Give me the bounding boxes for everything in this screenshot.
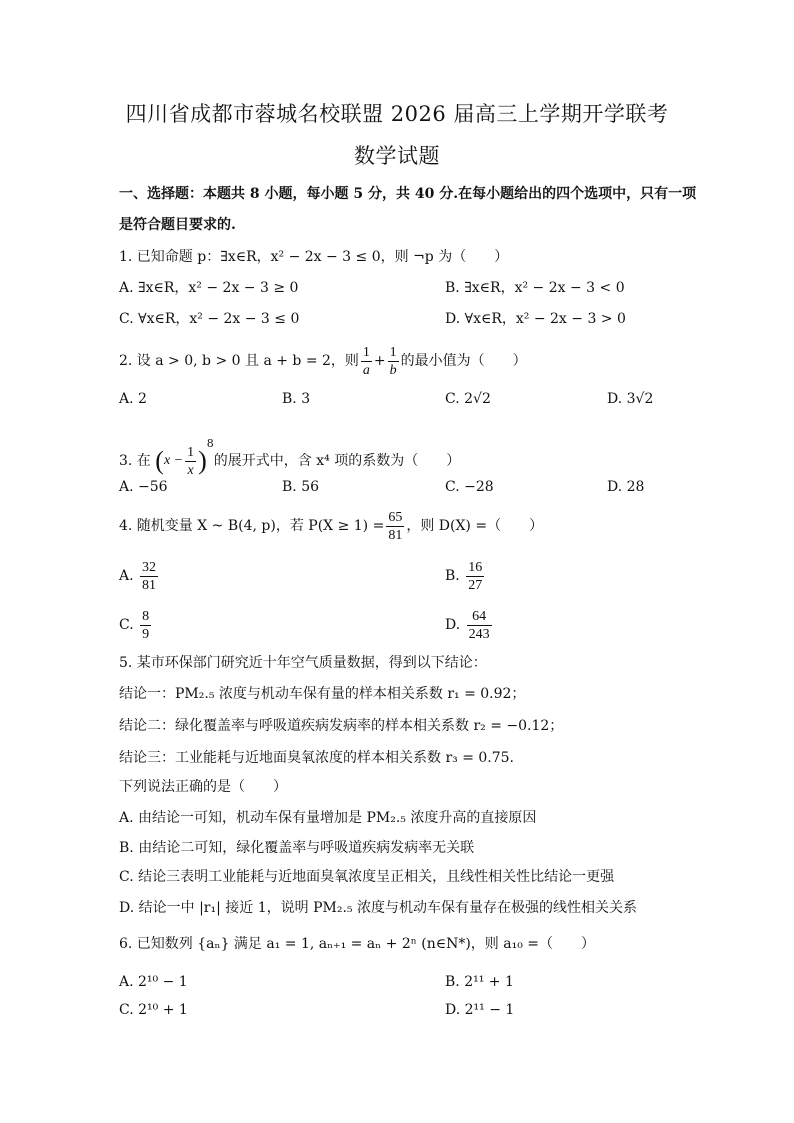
q4-frac-denominator: 81 (388, 527, 403, 543)
q4-stem-pre: 4. 随机变量 X ~ B(4, p)，若 P(X ≥ 1) = (119, 518, 385, 534)
q3-frac-denominator: x (187, 462, 194, 478)
q6-option-b: B. 2¹¹ + 1 (445, 974, 514, 990)
q3-stem-pre: 3. 在 (119, 453, 151, 469)
q2-stem-post: 的最小值为（ ） (400, 353, 527, 369)
section-instruction-line1: 一、选择题：本题共 8 小题，每小题 5 分，共 40 分.在每小题给出的四个选项中，只有一项 (119, 186, 697, 202)
q1-stem: 1. 已知命题 p：∃x∈R，x² − 2x − 3 ≤ 0，则 ¬p 为（ ） (119, 249, 509, 265)
q5-conclusion-2: 结论二：绿化覆盖率与呼吸道疾病发病率的样本相关系数 r₂ = −0.12； (119, 718, 564, 734)
q4-option-b-denominator: 27 (468, 577, 483, 593)
q4-option-a-label: A. (119, 568, 134, 584)
q4-option-a-numerator: 32 (142, 559, 157, 575)
q2-fraction-2 (388, 344, 399, 379)
q3-frac-numerator: 1 (187, 444, 195, 460)
q5-conclusion-3: 结论三：工业能耗与近地面臭氧浓度的样本相关系数 r₃ = 0.75. (119, 750, 515, 766)
q4-option-c-numerator: 8 (142, 608, 150, 624)
q3-expr-x: x − (163, 453, 184, 468)
q4-option-b (445, 556, 486, 596)
q4-option-d-denominator: 243 (468, 626, 490, 642)
q4-option-a-denominator: 81 (142, 577, 157, 593)
q5-option-d: D. 结论一中 |r₁| 接近 1，说明 PM₂.₅ 浓度与机动车保有量存在极强的线性相关关系 (119, 900, 637, 916)
q3-stem-post: 的展开式中，含 x⁴ 项的系数为（ ） (213, 453, 461, 469)
q2-stem (119, 343, 527, 379)
q4-fraction (386, 509, 404, 544)
q6-stem: 6. 已知数列 {aₙ} 满足 a₁ = 1, aₙ₊₁ = aₙ + 2ⁿ (n∈N*)，则 a₁₀ =（ ） (119, 936, 596, 952)
q3-option-a: A. −56 (119, 479, 168, 495)
q4-stem (119, 506, 543, 546)
q3-option-c: C. −28 (445, 479, 494, 495)
q3-option-b: B. 56 (282, 479, 320, 495)
q4-option-a (119, 556, 160, 596)
q4-option-b-fraction (466, 559, 484, 594)
q2-frac1-denominator: a (362, 362, 370, 378)
q5-question: 下列说法正确的是（ ） (119, 779, 287, 795)
q5-conclusion-1: 结论一：PM₂.₅ 浓度与机动车保有量的样本相关系数 r₁ = 0.92； (119, 686, 526, 702)
q5-stem: 5. 某市环保部门研究近十年空气质量数据，得到以下结论： (119, 655, 487, 671)
q3-paren-close: ) (198, 446, 207, 475)
q2-fraction-1 (361, 344, 372, 379)
section-instruction-line2: 是符合题目要求的. (119, 217, 236, 233)
q2-frac1-numerator: 1 (362, 344, 370, 360)
exam-title: 四川省成都市蓉城名校联盟 2026 届高三上学期开学联考 (125, 102, 669, 126)
q4-option-c-fraction (140, 608, 151, 643)
q6-option-c: C. 2¹⁰ + 1 (119, 1002, 188, 1018)
q1-option-d: D. ∀x∈R，x² − 2x − 3 > 0 (445, 311, 626, 327)
q4-option-a-fraction (140, 559, 158, 594)
q4-option-d-label: D. (445, 617, 461, 633)
q3-paren-open: ( (155, 446, 164, 475)
q3-option-d: D. 28 (607, 479, 645, 495)
q2-plus: + (373, 353, 386, 369)
q3-fraction (185, 444, 196, 479)
q4-stem-post: ，则 D(X) =（ ） (406, 518, 544, 534)
q2-frac2-numerator: 1 (389, 344, 397, 360)
q2-frac2-denominator: b (389, 362, 397, 378)
q4-option-b-label: B. (445, 568, 460, 584)
q1-option-c: C. ∀x∈R，x² − 2x − 3 ≤ 0 (119, 311, 300, 327)
q2-option-d: D. 3√2 (607, 391, 654, 407)
q2-option-c: C. 2√2 (445, 391, 491, 407)
q6-option-a: A. 2¹⁰ − 1 (119, 974, 188, 990)
q2-option-a: A. 2 (119, 391, 147, 407)
q6-option-d: D. 2¹¹ − 1 (445, 1002, 515, 1018)
q3-stem (119, 424, 460, 481)
q4-option-b-numerator: 16 (468, 559, 483, 575)
q4-frac-numerator: 65 (388, 509, 403, 525)
q5-option-c: C. 结论三表明工业能耗与近地面臭氧浓度呈正相关，且线性相关性比结论一更强 (119, 869, 615, 885)
q4-option-c-denominator: 9 (142, 626, 150, 642)
q4-option-d-numerator: 64 (467, 608, 492, 626)
q4-option-c (119, 605, 153, 645)
q1-option-b: B. ∃x∈R，x² − 2x − 3 < 0 (445, 280, 625, 296)
q3-power: 8 (206, 437, 214, 450)
q4-option-c-label: C. (119, 617, 134, 633)
q4-option-d (445, 605, 494, 645)
q5-option-a: A. 由结论一可知，机动车保有量增加是 PM₂.₅ 浓度升高的直接原因 (119, 810, 537, 826)
q5-option-b: B. 由结论二可知，绿化覆盖率与呼吸道疾病发病率无关联 (119, 840, 475, 856)
q1-option-a: A. ∃x∈R，x² − 2x − 3 ≥ 0 (119, 280, 299, 296)
q2-option-b: B. 3 (282, 391, 311, 407)
q4-option-d-fraction (467, 608, 492, 643)
q2-stem-pre: 2. 设 a > 0, b > 0 且 a + b = 2，则 (119, 353, 359, 369)
exam-subtitle: 数学试题 (354, 144, 440, 168)
